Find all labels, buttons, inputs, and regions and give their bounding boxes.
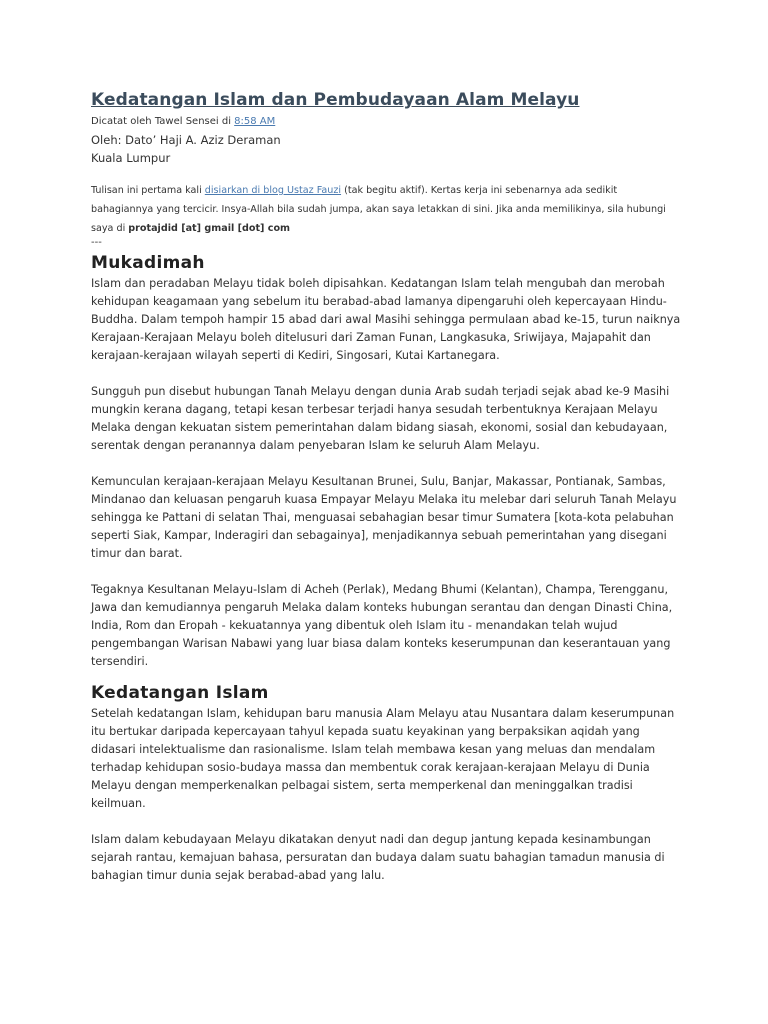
author-line: Oleh: Dato’ Haji A. Aziz Deraman (91, 133, 281, 147)
heading-mukadimah: Mukadimah (91, 253, 205, 273)
mukadimah-paragraph-4: Tegaknya Kesultanan Melayu-Islam di Acheh (Perlak), Medang Bhumi (Kelantan), Champa, Terengganu, Jawa dan kemudiannya pengaruh Melaka dalam konteks hubungan serantau dan dengan Dinasti China, India, Rom dan Eropah - kekuatannya yang dibentuk oleh Islam itu - menandakan telah wujud pengembangan Warisan Nabawi yang luar biasa dalam konteks keserumpunan dan keserantauan yang tersendiri. (91, 583, 673, 668)
intro-note (91, 181, 681, 238)
post-time-link[interactable]: 8:58 AM (234, 116, 276, 127)
blog-link[interactable]: disiarkan di blog Ustaz Fauzi (204, 185, 342, 196)
separator: --- (91, 237, 102, 248)
post-meta (91, 115, 681, 129)
mukadimah-paragraph-3: Kemunculan kerajaan-kerajaan Melayu Kesultanan Brunei, Sulu, Banjar, Makassar, Pontianak, Sambas, Mindanao dan keluasan pengaruh kuasa Empayar Melayu Melaka itu melebar dari seluruh Tanah Melayu sehingga ke Pattani di selatan Thai, menguasai sebahagian besar timur Sumatera [kota-kota pelabuhan seperti Siak, Kampar, Inderagiri dan sebagainya], menjadikannya sebuah pemerintahan yang disegani timur dan barat. (91, 475, 677, 560)
intro-text-1: Tulisan ini pertama kali (91, 185, 205, 196)
kedatangan-paragraph-1: Setelah kedatangan Islam, kehidupan baru manusia Alam Melayu atau Nusantara dalam keserumpunan itu bertukar daripada kepercayaan tahyul kepada suatu keyakinan yang berpaksikan aqidah yang didasari intelektualisme dan rasionalisme. Islam telah membawa kesan yang meluas dan mendalam terhadap kehidupan sosio-budaya massa dan membentuk corak kerajaan-kerajaan Melayu di Dunia Melayu dengan memperkenalkan pelbagai sistem, serta memperkenal dan meninggalkan tradisi keilmuan. (91, 707, 675, 810)
mukadimah-paragraph-2: Sungguh pun disebut hubungan Tanah Melayu dengan dunia Arab sudah terjadi sejak abad ke-9 Masihi mungkin kerana dagang, tetapi kesan terbesar terjadi hanya sesudah terbentuknya Kerajaan Melayu Melaka dengan kekuatan sistem pemerintahan dalam bidang siasah, ekonomi, sosial dan kebudayaan, serentak dengan peranannya dalam penyebaran Islam ke seluruh Alam Melayu. (91, 385, 670, 452)
location-line: Kuala Lumpur (91, 151, 171, 165)
post-content (91, 89, 681, 885)
mukadimah-paragraph-1: Islam dan peradaban Melayu tidak boleh dipisahkan. Kedatangan Islam telah mengubah dan merobah kehidupan keagamaan yang sebelum itu berabad-abad lamanya dipengaruhi oleh kepercayaan Hindu-Buddha. Dalam tempoh hampir 15 abad dari awal Masihi sehingga permulaan abad ke-15, turun naiknya Kerajaan-Kerajaan Melayu boleh ditelusuri dari Zaman Funan, Langkasuka, Sriwijaya, Majapahit dan kerajaan-kerajaan wilayah seperti di Kediri, Singosari, Kutai Kartanegara. (91, 277, 681, 362)
kedatangan-paragraph-2: Islam dalam kebudayaan Melayu dikatakan denyut nadi dan degup jantung kepada kesinambungan sejarah rantau, kemajuan bahasa, persuratan dan budaya dalam suatu bahagian tamadun manusia di bahagian timur dunia sejak berabad-abad yang lalu. (91, 833, 665, 882)
heading-kedatangan-islam: Kedatangan Islam (91, 683, 269, 703)
intro-text-2: (tak begitu aktif). Kertas kerja ini sebenarnya ada sedikit bahagiannya yang tercicir. Insya-Allah bila sudah jumpa, akan saya letakkan di sini. Jika anda memilikinya, sila hubungi saya di (91, 185, 666, 234)
post-title[interactable]: Kedatangan Islam dan Pembudayaan Alam Melayu (91, 90, 580, 110)
contact-email: protajdid [at] gmail [dot] com (128, 223, 291, 234)
post-meta-prefix: Dicatat oleh Tawel Sensei di (91, 116, 235, 127)
